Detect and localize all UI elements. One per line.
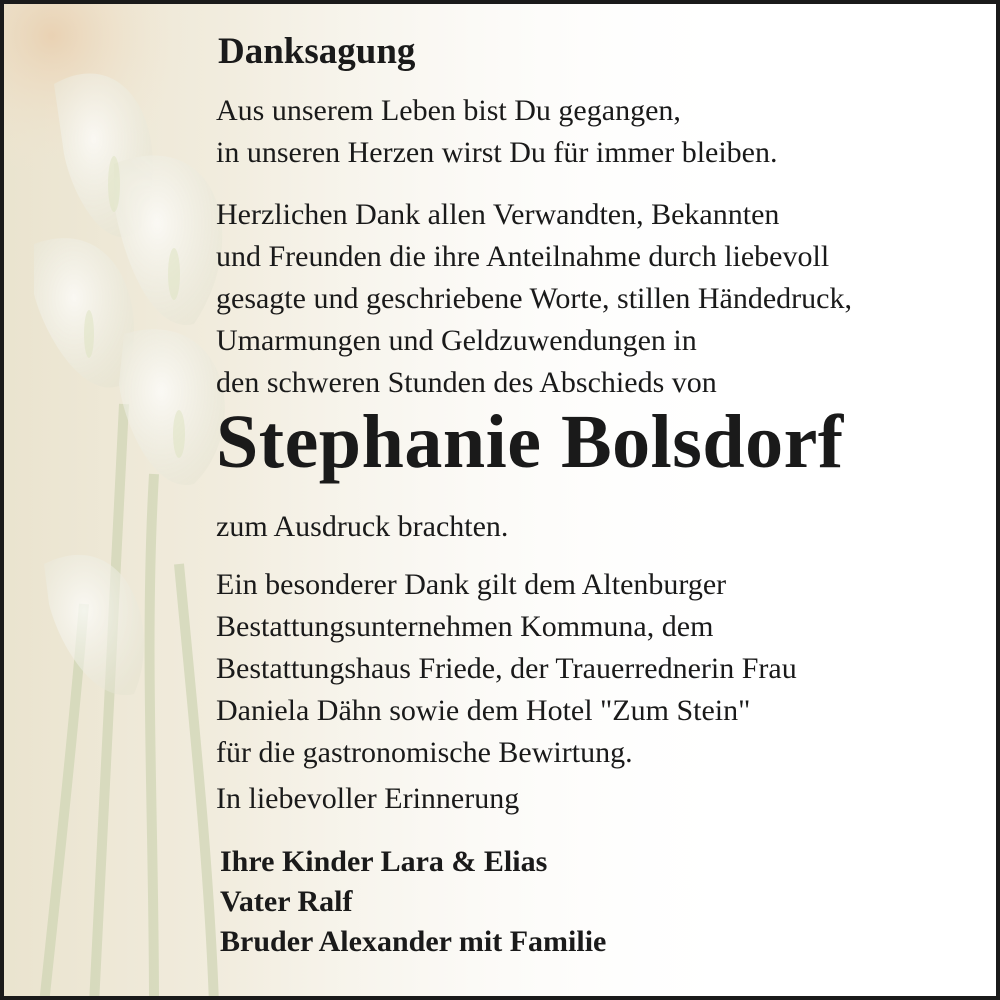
closing-line: zum Ausdruck brachten. xyxy=(216,510,509,543)
thanks-paragraph xyxy=(216,194,852,404)
special-thanks-line: Ein besonderer Dank gilt dem Altenburger xyxy=(216,568,727,601)
thanks-line: Umarmungen und Geldzuwendungen in xyxy=(216,324,697,357)
special-thanks-line: Daniela Dähn sowie dem Hotel "Zum Stein" xyxy=(216,694,751,727)
special-thanks-paragraph xyxy=(216,564,797,774)
thanks-line: gesagte und geschriebene Worte, stillen Händedruck, xyxy=(216,282,852,315)
thanks-line: Herzlichen Dank allen Verwandten, Bekannten xyxy=(216,198,780,231)
verse-line: in unseren Herzen wirst Du für immer bleiben. xyxy=(216,136,778,169)
verse xyxy=(216,90,778,174)
page-title: Danksagung xyxy=(218,31,416,72)
thanks-line: den schweren Stunden des Abschieds von xyxy=(216,366,717,399)
verse-line: Aus unserem Leben bist Du gegangen, xyxy=(216,94,681,127)
signers-block xyxy=(220,842,606,962)
special-thanks-line: für die gastronomische Bewirtung. xyxy=(216,736,633,769)
special-thanks-line: Bestattungsunternehmen Kommuna, dem xyxy=(216,610,714,643)
deceased-name: Stephanie Bolsdorf xyxy=(216,400,844,484)
signer-line: Ihre Kinder Lara & Elias xyxy=(220,845,548,878)
thanks-line: und Freunden die ihre Anteilnahme durch liebevoll xyxy=(216,240,830,273)
special-thanks-line: Bestattungshaus Friede, der Trauerrednerin Frau xyxy=(216,652,797,685)
signer-line: Bruder Alexander mit Familie xyxy=(220,925,607,958)
signer-line: Vater Ralf xyxy=(220,885,353,918)
remembrance-line: In liebevoller Erinnerung xyxy=(216,782,520,815)
